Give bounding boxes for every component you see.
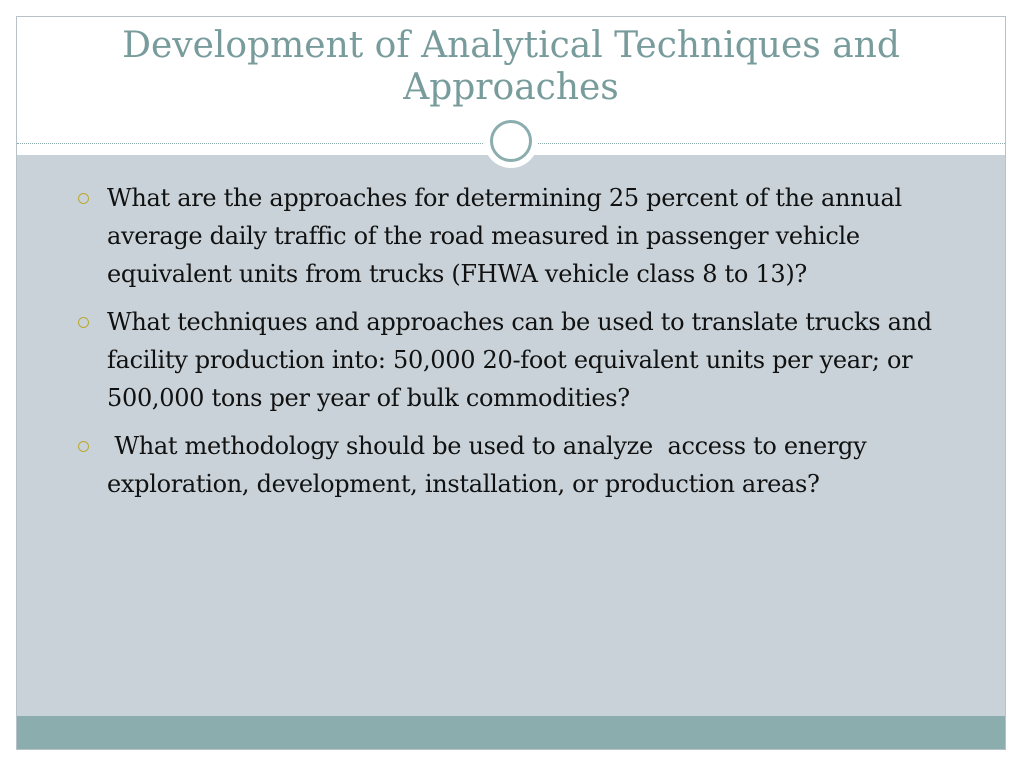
- hollow-circle-bullet-icon: [78, 193, 89, 204]
- hollow-circle-bullet-icon: [78, 317, 89, 328]
- double-ring-ornament-icon: [484, 114, 538, 168]
- bullet-text: What methodology should be used to analyze access to energy exploration, development, installation, or production areas?: [107, 432, 874, 498]
- bullet-list: [75, 179, 975, 513]
- hollow-circle-bullet-icon: [78, 441, 89, 452]
- ornament-ring: [490, 120, 532, 162]
- slide: [16, 16, 1006, 750]
- bullet-item: [75, 303, 975, 417]
- bullet-text: What are the approaches for determining 25 percent of the annual average daily traffic of the road measured in passenger vehicle equivalent units from trucks (FHWA vehicle class 8 to 13)?: [107, 184, 910, 288]
- bullet-item: [75, 427, 975, 503]
- bullet-text: What techniques and approaches can be used to translate trucks and facility production into: 50,000 20-foot equivalent units per year; or 500,000 tons per year of bulk commodities?: [107, 308, 940, 412]
- bullet-item: [75, 179, 975, 293]
- slide-title: Development of Analytical Techniques and Approaches: [122, 25, 900, 108]
- footer-band: [17, 716, 1005, 750]
